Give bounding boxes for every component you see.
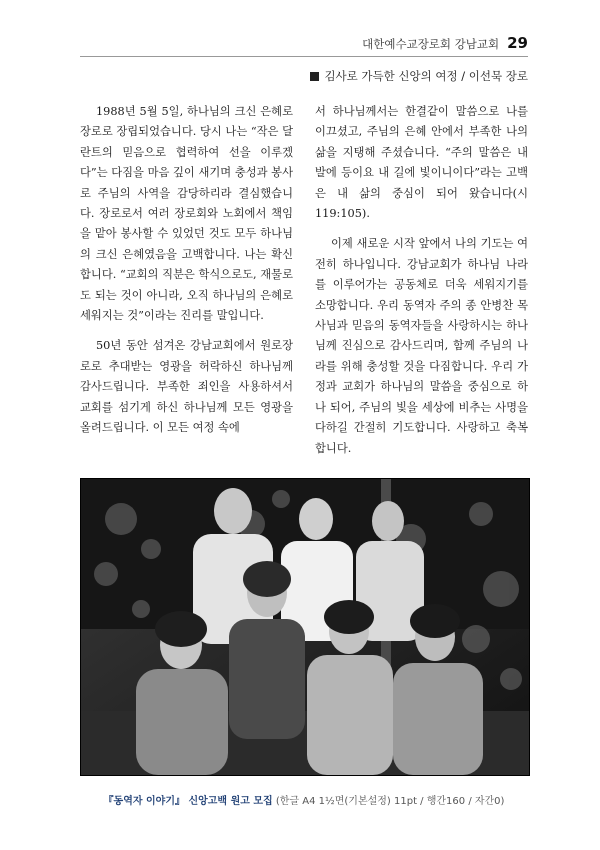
caption-spec: (한글 A4 1½면(기본설정) 11pt / 행간160 / 자간0) — [275, 796, 505, 807]
article-subtitle — [310, 68, 528, 84]
paragraph: 이제 새로운 시작 앞에서 나의 기도는 여전히 하나입니다. 강남교회가 하나님 나라를 이루어가는 공동체로 더욱 세워지기를 소망합니다. 우리 동역자 주의 종 안병찬 목사님과 믿음의 동역자들을 사랑하시는 하나님께 진심으로 감사드리며, 함께 주님의 나라를 위해 충성할 것을 다짐합니다. 우리 가정과 교회가 하나님의 말씀을 중심으로 하나 되어, 주님의 빛을 세상에 비추는 사명을 다하길 간절히 기도합니다. 사랑하고 축복합니다. — [315, 237, 528, 455]
caption-title: 『동역자 이야기』 신앙고백 원고 모집 — [103, 796, 273, 807]
square-bullet-icon — [310, 72, 319, 81]
group-photo-illustration — [81, 479, 529, 775]
church-name: 대한예수교장로회 강남교회 — [362, 37, 500, 51]
running-header — [362, 34, 528, 52]
body-columns — [80, 102, 528, 469]
left-column — [80, 102, 293, 469]
header-rule — [80, 56, 528, 57]
page-number: 29 — [507, 34, 528, 52]
subtitle-text: 김사로 가득한 신앙의 여정 / 이선묵 장로 — [324, 69, 528, 83]
paragraph: 서 하나님께서는 한결같이 말씀으로 나를 이끄셨고, 주님의 은혜 안에서 부족한 나의 삶을 지탱해 주셨습니다. “주의 말씀은 내 발에 등이요 내 길에 빛이니이다”라는 고백은 내 삶의 중심이 되어 왔습니다(시119:105). — [315, 105, 528, 221]
paragraph: 50년 동안 섬겨온 강남교회에서 원로장로로 추대받는 영광을 허락하신 하나님께 감사드립니다. 부족한 죄인을 사용하셔서 교회를 섬기게 하신 하나님께 모든 영광을 올려드립니다. 이 모든 여정 속에 — [80, 339, 293, 435]
right-column — [315, 102, 528, 469]
paragraph: 1988년 5월 5일, 하나님의 크신 은혜로 장로로 장립되었습니다. 당시 나는 “작은 달란트의 믿음으로 협력하여 선을 이루겠다”는 다짐을 마음 깊이 새기며 충성과 봉사로 주님의 사역을 감당하리라 결심했습니다. 장로로서 여러 장로회와 노회에서 책임을 맡아 봉사할 수 있었던 것도 모두 하나님의 크신 은혜였음을 고백합니다. 나는 확신합니다. “교회의 직분은 학식으로도, 재물로도 되는 것이 아니라, 오직 하나님의 은혜로 세워지는 것”이라는 진리를 말입니다. — [80, 105, 293, 323]
group-photo — [80, 478, 530, 776]
photo-caption — [80, 792, 528, 807]
